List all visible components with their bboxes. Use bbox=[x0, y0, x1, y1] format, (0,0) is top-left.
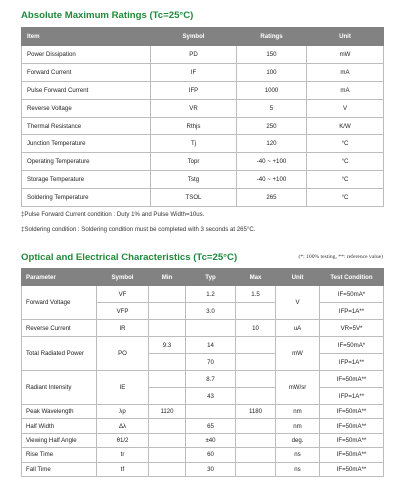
item-cell: Forward Current bbox=[22, 63, 151, 81]
unit-cell: mA bbox=[307, 81, 384, 99]
symbol-cell: PD bbox=[151, 46, 237, 64]
table-row bbox=[22, 419, 384, 433]
max-cell: 10 bbox=[236, 320, 276, 337]
typ-cell: 1.2 bbox=[186, 286, 236, 303]
item-cell: Junction Temperature bbox=[22, 135, 151, 153]
table-row bbox=[22, 135, 384, 153]
unit-cell: V bbox=[307, 99, 384, 117]
condition-cell: IF=50mA* bbox=[320, 337, 384, 354]
min-cell bbox=[149, 462, 186, 476]
condition-cell: IF=50mA** bbox=[320, 462, 384, 476]
min-cell bbox=[149, 320, 186, 337]
max-cell bbox=[236, 303, 276, 320]
typ-cell: ±40 bbox=[186, 433, 236, 447]
min-cell: 1120 bbox=[149, 405, 186, 419]
param-total-radiated-power: Total Radiated Power bbox=[22, 337, 97, 371]
unit-cell: mA bbox=[307, 63, 384, 81]
rating-cell: 100 bbox=[237, 63, 307, 81]
max-cell: 1180 bbox=[236, 405, 276, 419]
header-parameter: Parameter bbox=[22, 269, 97, 286]
param-reverse-current: Reverse Current bbox=[22, 320, 97, 337]
header-unit: Unit bbox=[276, 269, 320, 286]
symbol-cell: IFP bbox=[151, 81, 237, 99]
unit-cell: °C bbox=[307, 135, 384, 153]
condition-cell: IF=50mA** bbox=[320, 371, 384, 388]
table-row bbox=[22, 153, 384, 171]
header-ratings: Ratings bbox=[237, 28, 307, 46]
typ-cell bbox=[186, 405, 236, 419]
condition-cell: IFP=1A** bbox=[320, 303, 384, 320]
rating-cell: 265 bbox=[237, 189, 307, 207]
rating-cell: -40 ~ +100 bbox=[237, 171, 307, 189]
unit-cell: °C bbox=[307, 189, 384, 207]
header-max: Max bbox=[236, 269, 276, 286]
table-row bbox=[22, 81, 384, 99]
table-row bbox=[22, 99, 384, 117]
param-cell: Fall Time bbox=[22, 462, 97, 476]
symbol-cell: VFP bbox=[97, 303, 149, 320]
table-row bbox=[22, 337, 384, 354]
typ-cell: 14 bbox=[186, 337, 236, 354]
condition-cell: IF=50mA* bbox=[320, 286, 384, 303]
table-row bbox=[22, 189, 384, 207]
ratings-body bbox=[22, 46, 384, 207]
param-cell: Viewing Half Angle bbox=[22, 433, 97, 447]
unit-cell: K/W bbox=[307, 117, 384, 135]
condition-cell: IFP=1A** bbox=[320, 354, 384, 371]
symbol-cell: VR bbox=[151, 99, 237, 117]
item-cell: Soldering Temperature bbox=[22, 189, 151, 207]
symbol-cell: IF bbox=[151, 63, 237, 81]
typ-cell: 30 bbox=[186, 462, 236, 476]
pulse-note: ‡Pulse Forward Current condition : Duty 1% and Pulse Width=10us. bbox=[21, 211, 205, 218]
table-header-row bbox=[22, 269, 384, 286]
unit-cell: ns bbox=[276, 448, 320, 462]
symbol-cell: λp bbox=[97, 405, 149, 419]
header-test-condition: Test Condition bbox=[320, 269, 384, 286]
condition-cell: IF=50mA** bbox=[320, 419, 384, 433]
rating-cell: 120 bbox=[237, 135, 307, 153]
symbol-cell: Rthjs bbox=[151, 117, 237, 135]
typ-cell bbox=[186, 320, 236, 337]
max-cell bbox=[236, 462, 276, 476]
section2-title: Optical and Electrical Characteristics (Tc=25°C) bbox=[21, 252, 238, 263]
item-cell: Pulse Forward Current bbox=[22, 81, 151, 99]
item-cell: Power Dissipation bbox=[22, 46, 151, 64]
item-cell: Operating Temperature bbox=[22, 153, 151, 171]
symbol-cell: IE bbox=[97, 371, 149, 405]
min-cell bbox=[149, 448, 186, 462]
symbol-cell: TSOL bbox=[151, 189, 237, 207]
symbol-cell: Tj bbox=[151, 135, 237, 153]
header-unit: Unit bbox=[307, 28, 384, 46]
symbol-cell: θ1/2 bbox=[97, 433, 149, 447]
table-row bbox=[22, 46, 384, 64]
rating-cell: 250 bbox=[237, 117, 307, 135]
soldering-note: ‡Soldering condition : Soldering condition must be completed with 3 seconds at 265°C. bbox=[21, 226, 256, 233]
min-cell bbox=[149, 303, 186, 320]
absolute-max-ratings-table bbox=[21, 27, 384, 207]
table-row bbox=[22, 117, 384, 135]
max-cell bbox=[236, 419, 276, 433]
characteristics-body bbox=[22, 286, 384, 405]
typ-cell: 3.0 bbox=[186, 303, 236, 320]
min-cell bbox=[149, 419, 186, 433]
unit-cell: mW bbox=[307, 46, 384, 64]
rating-cell: -40 ~ +100 bbox=[237, 153, 307, 171]
testing-legend: (*: 100% testing, **: reference value) bbox=[298, 254, 383, 260]
unit-cell: °C bbox=[307, 153, 384, 171]
condition-cell: IF=50mA** bbox=[320, 433, 384, 447]
symbol-cell: Δλ bbox=[97, 419, 149, 433]
condition-cell: VR=5V* bbox=[320, 320, 384, 337]
typ-cell: 70 bbox=[186, 354, 236, 371]
typ-cell: 65 bbox=[186, 419, 236, 433]
max-cell bbox=[236, 388, 276, 405]
header-item: Item bbox=[22, 28, 151, 46]
table-row bbox=[22, 286, 384, 303]
unit-cell: nm bbox=[276, 419, 320, 433]
condition-cell: IFP=1A** bbox=[320, 388, 384, 405]
rating-cell: 150 bbox=[237, 46, 307, 64]
param-forward-voltage: Forward Voltage bbox=[22, 286, 97, 320]
min-cell bbox=[149, 388, 186, 405]
unit-cell: V bbox=[276, 286, 320, 320]
condition-cell: IF=50mA** bbox=[320, 405, 384, 419]
table-row bbox=[22, 462, 384, 476]
unit-cell: mW bbox=[276, 337, 320, 371]
table-row bbox=[22, 171, 384, 189]
item-cell: Thermal Resistance bbox=[22, 117, 151, 135]
unit-cell: nm bbox=[276, 405, 320, 419]
param-radiant-intensity: Radiant Intensity bbox=[22, 371, 97, 405]
symbol-cell: Topr bbox=[151, 153, 237, 171]
unit-cell: deg. bbox=[276, 433, 320, 447]
typ-cell: 43 bbox=[186, 388, 236, 405]
max-cell bbox=[236, 448, 276, 462]
item-cell: Reverse Voltage bbox=[22, 99, 151, 117]
rating-cell: 1000 bbox=[237, 81, 307, 99]
param-cell: Rise Time bbox=[22, 448, 97, 462]
symbol-cell: VF bbox=[97, 286, 149, 303]
param-cell: Half Width bbox=[22, 419, 97, 433]
header-min: Min bbox=[149, 269, 186, 286]
max-cell: 1.5 bbox=[236, 286, 276, 303]
header-symbol: Symbol bbox=[151, 28, 237, 46]
unit-cell: mW/sr bbox=[276, 371, 320, 405]
symbol-cell: tr bbox=[97, 448, 149, 462]
symbol-cell: Tstg bbox=[151, 171, 237, 189]
symbol-cell: IR bbox=[97, 320, 149, 337]
table-header-row bbox=[22, 28, 384, 46]
typ-cell: 60 bbox=[186, 448, 236, 462]
unit-cell: ns bbox=[276, 462, 320, 476]
min-cell: 9.3 bbox=[149, 337, 186, 354]
min-cell bbox=[149, 354, 186, 371]
table-row bbox=[22, 433, 384, 447]
max-cell bbox=[236, 354, 276, 371]
symbol-cell: PO bbox=[97, 337, 149, 371]
max-cell bbox=[236, 433, 276, 447]
max-cell bbox=[236, 371, 276, 388]
header-typ: Typ bbox=[186, 269, 236, 286]
rating-cell: 5 bbox=[237, 99, 307, 117]
max-cell bbox=[236, 337, 276, 354]
header-symbol: Symbol bbox=[97, 269, 149, 286]
table-row bbox=[22, 320, 384, 337]
table-row bbox=[22, 405, 384, 419]
characteristics-simple-rows bbox=[22, 405, 384, 477]
unit-cell: °C bbox=[307, 171, 384, 189]
min-cell bbox=[149, 371, 186, 388]
typ-cell: 8.7 bbox=[186, 371, 236, 388]
optical-electrical-table bbox=[21, 268, 384, 477]
table-row bbox=[22, 371, 384, 388]
min-cell bbox=[149, 286, 186, 303]
table-row bbox=[22, 63, 384, 81]
table-row bbox=[22, 448, 384, 462]
min-cell bbox=[149, 433, 186, 447]
unit-cell: uA bbox=[276, 320, 320, 337]
item-cell: Storage Temperature bbox=[22, 171, 151, 189]
param-cell: Peak Wavelength bbox=[22, 405, 97, 419]
condition-cell: IF=50mA** bbox=[320, 448, 384, 462]
section1-title: Absolute Maximum Ratings (Tc=25°C) bbox=[21, 10, 194, 21]
symbol-cell: tf bbox=[97, 462, 149, 476]
